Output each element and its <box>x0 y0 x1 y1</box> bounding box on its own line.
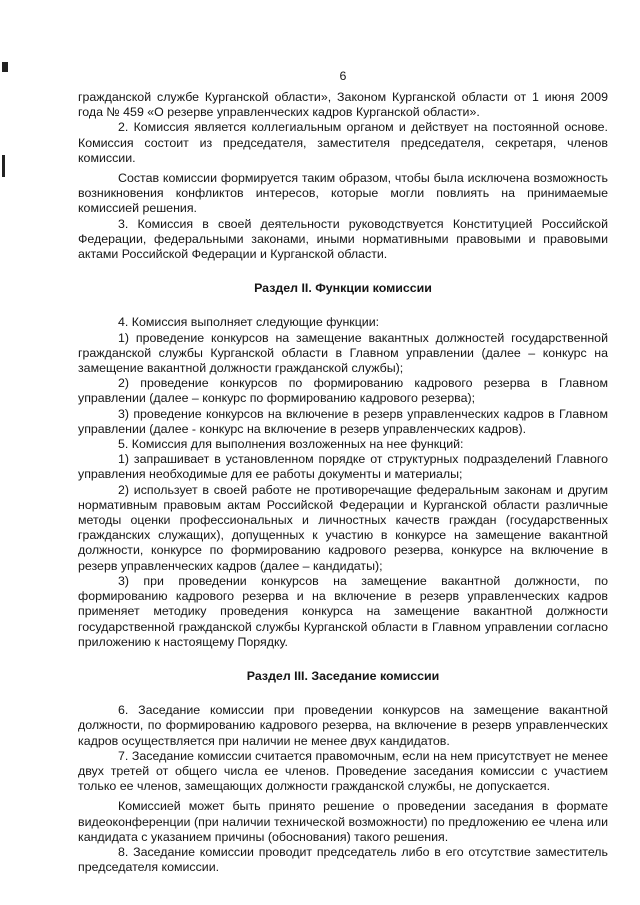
list-item: 1) запрашивает в установленном порядке от структурных подразделений Главного управления необходимые для ее работы документы и материалы; <box>78 452 608 482</box>
list-item: 2) использует в своей работе не противоречащие федеральным законам и другим нормативным правовым актам Российской Федерации и Курганской области различные методы оценки профессиональных и личностных качеств граждан (государственных гражданских служащих), допущенных к участию в конкурсе на замещение вакантной должности, конкурсе по формированию кадрового резерва, конкурсе на включение в резерв управленческих кадров (далее – кандидаты); <box>78 482 608 573</box>
paragraph: 7. Заседание комиссии считается правомочным, если на нем присутствует не менее двух третей от общего числа ее членов. Проведение заседания комиссии с участием только ее членов, замещающих должности гражданской службы, не допускается. <box>78 748 608 794</box>
paragraph: 4. Комиссия выполняет следующие функции: <box>118 315 380 330</box>
scan-artifact <box>2 62 8 72</box>
paragraph: 8. Заседание комиссии проводит председатель либо в его отсутствие заместитель председателя комиссии. <box>78 844 608 875</box>
list-item: 1) проведение конкурсов на замещение вакантных должностей государственной гражданской службы Курганской области в Главном управлении (далее – конкурс на замещение вакантной должности гражданской службы); <box>78 330 608 376</box>
paragraph: 5. Комиссия для выполнения возложенных на нее функций: <box>118 437 464 452</box>
list-item: 3) при проведении конкурсов на замещение вакантной должности, по формированию кадрового резерва и на включение в резерв управленческих кадров применяет методику проведения конкурса на замещение вакантной должности государственной гражданской службы Курганской области в Главном управлении согласно приложению к настоящему Порядку. <box>78 573 608 649</box>
paragraph: 6. Заседание комиссии при проведении конкурсов на замещение вакантной должности, по формированию кадрового резерва, на включение в резерв управленческих кадров осуществляется при наличии не менее двух кандидатов. <box>78 703 608 748</box>
list-item: 3) проведение конкурсов на включение в резерв управленческих кадров в Главном управлении (далее - конкурс на включение в резерв управленческих кадров). <box>78 406 608 436</box>
section-heading: Раздел II. Функции комиссии <box>254 281 432 296</box>
paragraph: 3. Комиссия в своей деятельности руководствуется Конституцией Российской Федерации, федеральными законами, иными нормативными правовыми и правовыми актами Российской Федерации и Курганской области. <box>78 216 608 262</box>
section-heading: Раздел III. Заседание комиссии <box>246 668 440 683</box>
paragraph: 2. Комиссия является коллегиальным органом и действует на постоянной основе. Комиссия состоит из председателя, заместителя председателя, секретаря, членов комиссии. <box>78 120 608 165</box>
paragraph: Комиссией может быть принято решение о проведении заседания в формате видеоконференции (при наличии технической возможности) по предложению ее члена или кандидата с указанием причины (обоснования) такого решения. <box>78 799 608 844</box>
scan-artifact <box>2 155 5 177</box>
paragraph: гражданской службе Курганской области», Законом Курганской области от 1 июня 2009 года № 459 «О резерве управленческих кадров Курганской области». <box>78 90 608 120</box>
page-number: 6 <box>339 69 347 83</box>
paragraph: Состав комиссии формируется таким образом, чтобы была исключена возможность возникновения конфликтов интересов, которые могли повлиять на принимаемые комиссией решения. <box>78 171 608 216</box>
list-item: 2) проведение конкурсов по формированию кадрового резерва в Главном управлении (далее – конкурс по формированию кадрового резерва); <box>78 376 608 406</box>
